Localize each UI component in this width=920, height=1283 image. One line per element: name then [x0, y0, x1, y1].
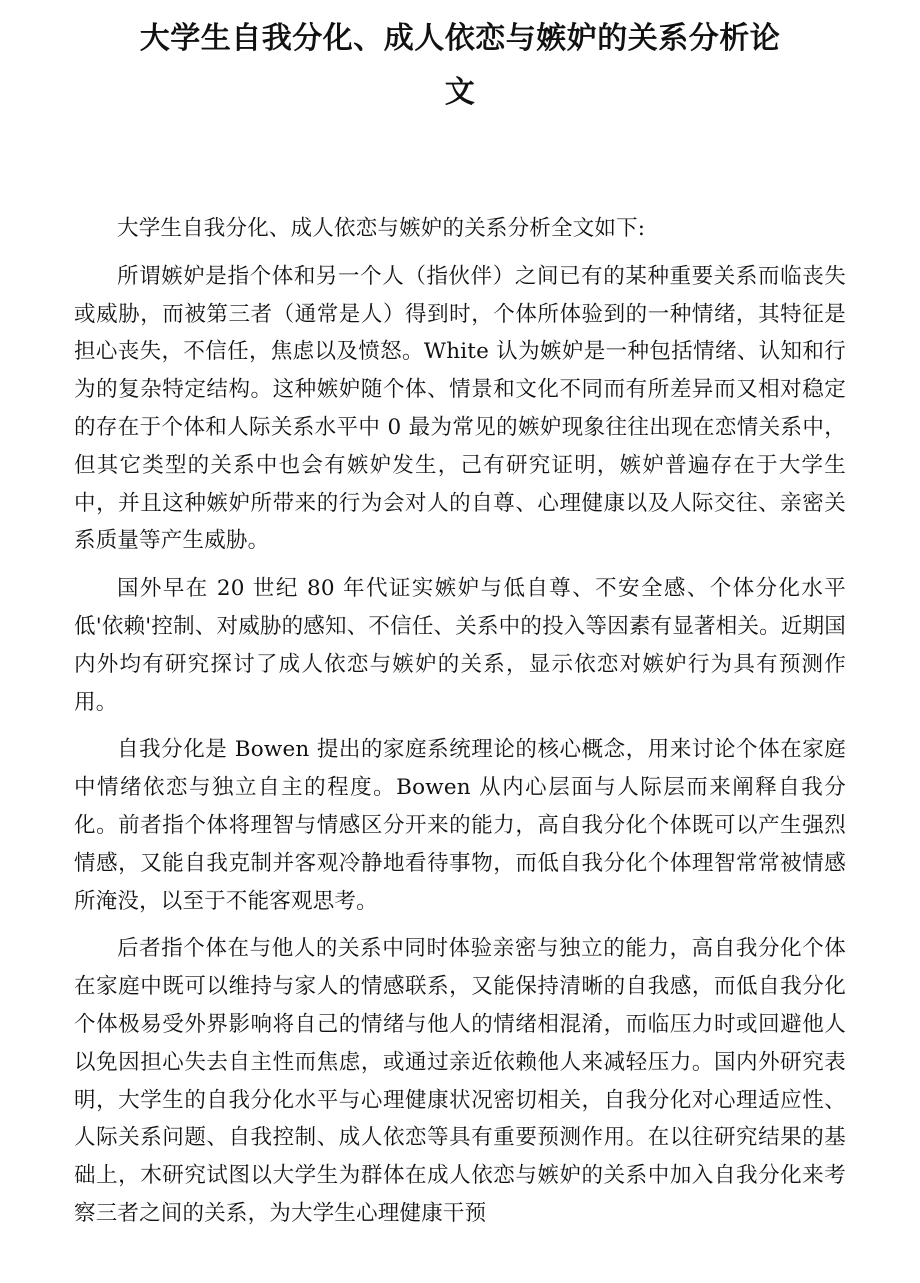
document-body: [74, 210, 846, 1243]
paragraph-jealousy-definition: 所谓嫉妒是指个体和另一个人（指伙伴）之间已有的某种重要关系而临丧失或威胁，而被第三者（通常是人）得到时，个体所体验到的一种情绪，其特征是担心丧失，不信任，焦虑以及愤怒。White 认为嫉妒是一种包括情绪、认知和行为的复杂特定结构。这种嫉妒随个体、情景和文化不同而有所差异而又相对稳定的存在于个体和人际关系水平中 0 最为常见的嫉妒现象往往出现在恋情关系中，但其它类型的关系中也会有嫉妒发生，己有研究证明，嫉妒普遍存在于大学生中，并且这种嫉妒所带来的行为会对人的自尊、心理健康以及人际交往、亲密关系质量等产生威胁。: [74, 263, 846, 554]
intro-paragraph: 大学生自我分化、成人依恋与嫉妒的关系分析全文如下:: [117, 216, 646, 241]
document-title: [100, 12, 820, 120]
title-line-2: 文: [444, 75, 476, 110]
paragraph-foreign-research: 国外早在 20 世纪 80 年代证实嫉妒与低自尊、不安全感、个体分化水平低'依赖'控制、对威胁的感知、不信任、关系中的投入等因素有显著相关。近期国内外均有研究探讨了成人依恋与嫉妒的关系，显示依恋对嫉妒行为具有预测作用。: [74, 576, 846, 715]
paragraph-interpersonal-level: 后者指个体在与他人的关系中同时体验亲密与独立的能力，高自我分化个体在家庭中既可以维持与家人的情感联系，又能保持清晰的自我感，而低自我分化个体极易受外界影响将自己的情绪与他人的情绪相混淆，而临压力时或回避他人以免因担心失去自主性而焦虑，或通过亲近依赖他人来减轻压力。国内外研究表明，大学生的自我分化水平与心理健康状况密切相关，自我分化对心理适应性、人际关系问题、自我控制、成人依恋等具有重要预测作用。在以往研究结果的基础上，木研究试图以大学生为群体在成人依恋与嫉妒的关系中加入自我分化来考察三者之间的关系，为大学生心理健康干预: [74, 936, 846, 1226]
title-line-1: 大学生自我分化、成人依恋与嫉妒的关系分析论: [139, 21, 781, 56]
paragraph-self-differentiation: 自我分化是 Bowen 提出的家庭系统理论的核心概念，用来讨论个体在家庭中情绪依恋与独立自主的程度。Bowen 从内心层面与人际层而来阐释自我分化。前者指个体将理智与情感区分开来的能力，高自我分化个体既可以产生强烈情感，又能自我克制并客观冷静地看待事物，而低自我分化个体理智常常被情感所淹没，以至于不能客观思考。: [74, 737, 846, 914]
